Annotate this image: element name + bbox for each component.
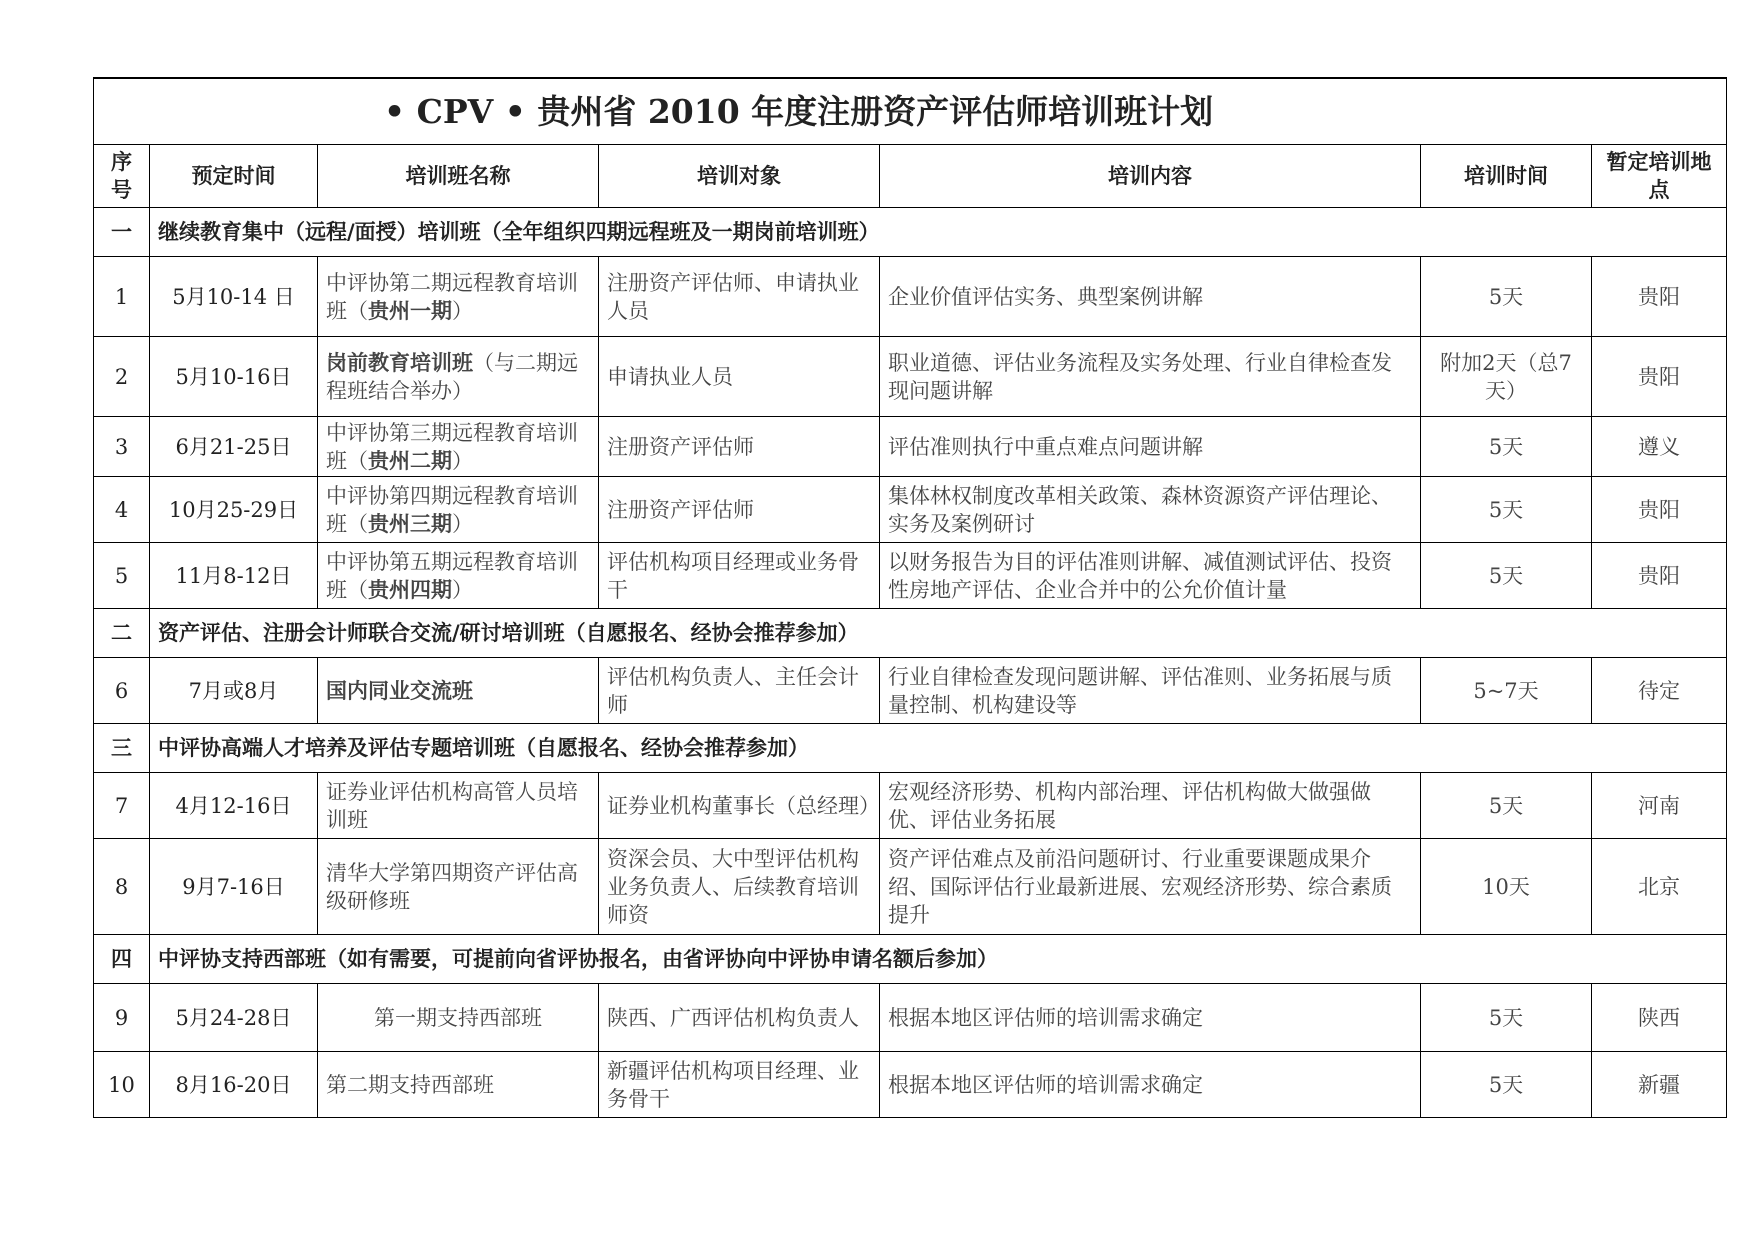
table-row — [94, 839, 1727, 935]
table-row — [94, 543, 1727, 609]
table-row — [94, 257, 1727, 337]
row-content: 以财务报告为目的评估准则讲解、减值测试评估、投资性房地产评估、企业合并中的公允价值计量 — [880, 543, 1421, 609]
row-course-name — [318, 1052, 599, 1118]
header-name: 培训班名称 — [318, 145, 599, 208]
row-number: 5 — [94, 543, 150, 609]
row-date: 9月7-16日 — [150, 839, 318, 935]
row-number: 1 — [94, 257, 150, 337]
row-course-name — [318, 984, 599, 1052]
course-name-suffix: ） — [452, 511, 473, 536]
row-content: 评估准则执行中重点难点问题讲解 — [880, 417, 1421, 477]
section-number: 一 — [94, 208, 150, 257]
row-content: 职业道德、评估业务流程及实务处理、行业自律检查发现问题讲解 — [880, 337, 1421, 417]
row-location: 新疆 — [1592, 1052, 1727, 1118]
course-name-text: 中评协第五期远程教育培训班（ — [326, 549, 578, 602]
course-name-highlight: 岗前教育培训班 — [326, 350, 473, 375]
row-duration: 5天 — [1421, 543, 1592, 609]
row-location: 贵阳 — [1592, 543, 1727, 609]
row-course-name — [318, 337, 599, 417]
table-row — [94, 1052, 1727, 1118]
table-row — [94, 658, 1727, 724]
course-name-highlight: 贵州三期 — [368, 511, 452, 536]
row-duration: 附加2天（总7天） — [1421, 337, 1592, 417]
row-date: 4月12-16日 — [150, 773, 318, 839]
row-content: 根据本地区评估师的培训需求确定 — [880, 1052, 1421, 1118]
row-duration: 5天 — [1421, 477, 1592, 543]
course-name-highlight: 贵州二期 — [368, 448, 452, 473]
row-target: 陕西、广西评估机构负责人 — [599, 984, 880, 1052]
course-name-text: 第二期支持西部班 — [326, 1072, 494, 1097]
header-duration: 培训时间 — [1421, 145, 1592, 208]
row-number: 8 — [94, 839, 150, 935]
row-target: 评估机构项目经理或业务骨干 — [599, 543, 880, 609]
row-date: 11月8-12日 — [150, 543, 318, 609]
section-title: 资产评估、注册会计师联合交流/研讨培训班（自愿报名、经协会推荐参加） — [150, 609, 1727, 658]
row-content: 宏观经济形势、机构内部治理、评估机构做大做强做优、评估业务拓展 — [880, 773, 1421, 839]
table-row — [94, 984, 1727, 1052]
table-row — [94, 773, 1727, 839]
row-date: 5月10-14 日 — [150, 257, 318, 337]
course-name-suffix: ） — [452, 298, 473, 323]
row-course-name — [318, 839, 599, 935]
section-title: 中评协高端人才培养及评估专题培训班（自愿报名、经协会推荐参加） — [150, 724, 1727, 773]
row-date: 10月25-29日 — [150, 477, 318, 543]
document-title: • CPV • 贵州省 2010 年度注册资产评估师培训班计划 — [384, 91, 1214, 131]
course-name-suffix: ） — [452, 448, 473, 473]
row-target: 注册资产评估师 — [599, 477, 880, 543]
row-duration: 5~7天 — [1421, 658, 1592, 724]
row-course-name — [318, 257, 599, 337]
section-row — [94, 935, 1727, 984]
row-number: 3 — [94, 417, 150, 477]
row-content: 行业自律检查发现问题讲解、评估准则、业务拓展与质量控制、机构建设等 — [880, 658, 1421, 724]
course-name-text: 证券业评估机构高管人员培训班 — [326, 779, 578, 832]
row-number: 9 — [94, 984, 150, 1052]
course-name-text: 第一期支持西部班 — [374, 1005, 542, 1030]
section-title: 继续教育集中（远程/面授）培训班（全年组织四期远程班及一期岗前培训班） — [150, 208, 1727, 257]
header-date: 预定时间 — [150, 145, 318, 208]
course-name-text: 中评协第三期远程教育培训班（ — [326, 420, 578, 473]
row-course-name — [318, 658, 599, 724]
row-content: 根据本地区评估师的培训需求确定 — [880, 984, 1421, 1052]
row-location: 贵阳 — [1592, 257, 1727, 337]
row-target: 资深会员、大中型评估机构业务负责人、后续教育培训师资 — [599, 839, 880, 935]
header-content: 培训内容 — [880, 145, 1421, 208]
row-course-name — [318, 417, 599, 477]
row-course-name — [318, 477, 599, 543]
row-number: 4 — [94, 477, 150, 543]
row-location: 北京 — [1592, 839, 1727, 935]
row-location: 河南 — [1592, 773, 1727, 839]
row-number: 10 — [94, 1052, 150, 1118]
row-course-name — [318, 543, 599, 609]
header-row — [94, 145, 1727, 208]
course-name-highlight: 国内同业交流班 — [326, 678, 473, 703]
row-content: 集体林权制度改革相关政策、森林资源资产评估理论、实务及案例研讨 — [880, 477, 1421, 543]
row-target: 证券业机构董事长（总经理） — [599, 773, 880, 839]
row-duration: 5天 — [1421, 1052, 1592, 1118]
row-number: 6 — [94, 658, 150, 724]
section-title: 中评协支持西部班（如有需要，可提前向省评协报名，由省评协向中评协申请名额后参加） — [150, 935, 1727, 984]
table-row — [94, 477, 1727, 543]
row-location: 陕西 — [1592, 984, 1727, 1052]
course-name-text: 中评协第二期远程教育培训班（ — [326, 270, 578, 323]
section-number: 二 — [94, 609, 150, 658]
row-duration: 5天 — [1421, 417, 1592, 477]
row-date: 5月24-28日 — [150, 984, 318, 1052]
course-name-text: 清华大学第四期资产评估高级研修班 — [326, 860, 578, 913]
row-course-name — [318, 773, 599, 839]
table-row — [94, 417, 1727, 477]
row-target: 申请执业人员 — [599, 337, 880, 417]
row-date: 5月10-16日 — [150, 337, 318, 417]
row-target: 新疆评估机构项目经理、业务骨干 — [599, 1052, 880, 1118]
header-location: 暂定培训地点 — [1592, 145, 1727, 208]
row-duration: 10天 — [1421, 839, 1592, 935]
section-number: 四 — [94, 935, 150, 984]
row-number: 7 — [94, 773, 150, 839]
header-index: 序号 — [94, 145, 150, 208]
row-target: 注册资产评估师、申请执业人员 — [599, 257, 880, 337]
row-location: 贵阳 — [1592, 337, 1727, 417]
header-target: 培训对象 — [599, 145, 880, 208]
section-row — [94, 609, 1727, 658]
course-name-highlight: 贵州一期 — [368, 298, 452, 323]
section-number: 三 — [94, 724, 150, 773]
course-name-suffix: （与二期远程班结合举办） — [326, 350, 578, 403]
row-date: 7月或8月 — [150, 658, 318, 724]
row-date: 6月21-25日 — [150, 417, 318, 477]
training-plan-table — [93, 77, 1727, 1118]
row-duration: 5天 — [1421, 773, 1592, 839]
row-target: 注册资产评估师 — [599, 417, 880, 477]
row-number: 2 — [94, 337, 150, 417]
row-content: 企业价值评估实务、典型案例讲解 — [880, 257, 1421, 337]
section-row — [94, 208, 1727, 257]
training-plan-document — [93, 77, 1726, 1118]
row-location: 待定 — [1592, 658, 1727, 724]
course-name-suffix: ） — [452, 577, 473, 602]
row-location: 遵义 — [1592, 417, 1727, 477]
row-location: 贵阳 — [1592, 477, 1727, 543]
row-content: 资产评估难点及前沿问题研讨、行业重要课题成果介绍、国际评估行业最新进展、宏观经济形势、综合素质提升 — [880, 839, 1421, 935]
row-duration: 5天 — [1421, 257, 1592, 337]
row-target: 评估机构负责人、主任会计师 — [599, 658, 880, 724]
row-date: 8月16-20日 — [150, 1052, 318, 1118]
course-name-highlight: 贵州四期 — [368, 577, 452, 602]
table-row — [94, 337, 1727, 417]
document-title-cell — [94, 78, 1727, 145]
section-row — [94, 724, 1727, 773]
course-name-text: 中评协第四期远程教育培训班（ — [326, 483, 578, 536]
row-duration: 5天 — [1421, 984, 1592, 1052]
